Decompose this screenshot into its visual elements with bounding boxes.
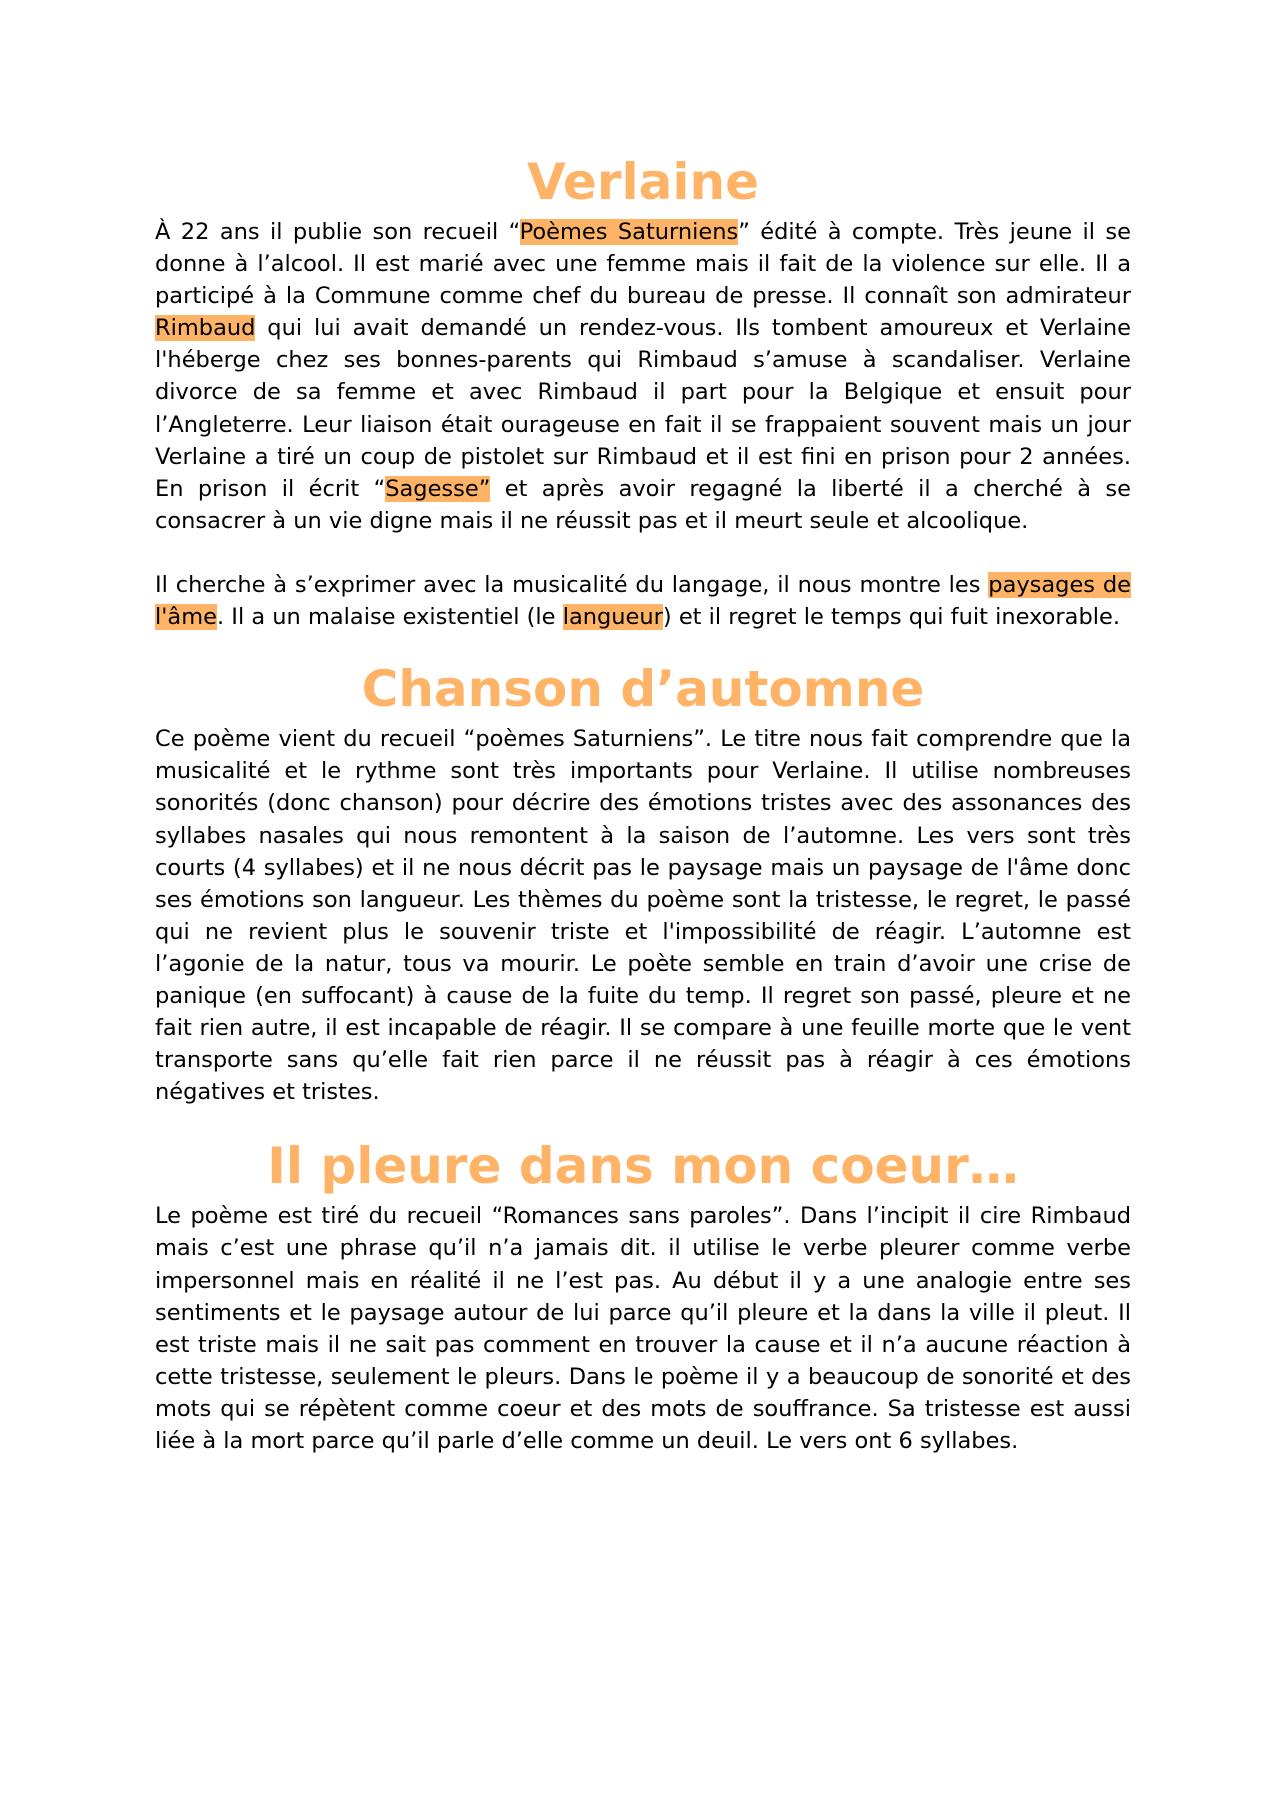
text-run: Il cherche à s’exprimer avec la musicalité du langage, il nous montre les [155, 572, 989, 599]
highlight-rimbaud: Rimbaud [155, 315, 256, 342]
heading-il-pleure-dans-mon-coeur: Il pleure dans mon coeur… [267, 1137, 1019, 1196]
heading-verlaine: Verlaine [526, 153, 760, 211]
text-run: qui lui avait demandé un rendez-vous. Ils tombent amoureux et Verlaine l'héberge chez ses bonnes-parents qui Rimbaud s’amuse à scandaliser. Verlaine divorce de sa femme et avec Rimbaud il part pour la Belgique et ensuit pour l’Angleterre. Leur liaison était ourageuse en fait il se frappaient souvent mais un jour Verlaine a tiré un coup de pistolet sur Rimbaud et il est fini en prison pour 2 années. En prison il écrit “ [155, 315, 1131, 502]
heading-chanson-d-automne: Chanson d’automne [361, 660, 925, 719]
highlight-poemes-saturniens: Poèmes Saturniens [519, 219, 739, 245]
highlight-paysages-de-l-ame: paysages de l'âme [155, 572, 1131, 631]
text-run: et après avoir regagné la liberté il a cherché à se consacrer à un vie digne mais il ne réussit pas et il meurt seule et alcoolique. [155, 475, 1131, 534]
document-page [155, 148, 1131, 1457]
text-run: À 22 ans il publie son recueil “ [155, 219, 520, 245]
paragraph-spacer [155, 537, 1131, 569]
verlaine-paragraph-2 [155, 569, 1131, 633]
text-run: ” édité à compte. Très jeune il se donne à l’alcool. Il est marié avec une femme mais il fait de la violence sur elle. Il a participé à la Commune comme chef du bureau de presse. Il connaît son admirateur [155, 219, 1131, 310]
text-run: . Il a un malaise existentiel (le [217, 604, 563, 631]
chanson-paragraph: Ce poème vient du recueil “poèmes Saturniens”. Le titre nous fait comprendre que la musicalité et le rythme sont très importants pour Verlaine. Il utilise nombreuses sonorités (donc chanson) pour décrire des émotions tristes avec des assonances des syllabes nasales qui nous remontent à la saison de l’automne. Les vers sont très courts (4 syllabes) et il ne nous décrit pas le paysage mais un paysage de l'âme donc ses émotions son langueur. Les thèmes du poème sont la tristesse, le regret, le passé qui ne revient plus le souvenir triste et l'impossibilité de réagir. L’automne est l’agonie de la natur, tous va mourir. Le poète semble en train d’avoir une crise de panique (en suffocant) à cause de la fuite du temp. Il regret son passé, pleure et ne fait rien autre, il est incapable de réagir. Il se compare à une feuille morte que le vent transporte sans qu’elle fait rien parce il ne réussit pas à réagir à ces émotions négatives et tristes. [155, 726, 1131, 1106]
highlight-sagesse: Sagesse” [385, 475, 491, 502]
text-run: ) et il regret le temps qui fuit inexorable. [662, 604, 1120, 631]
highlight-langueur: langueur [562, 604, 663, 631]
verlaine-paragraph-1 [155, 216, 1131, 537]
pleure-paragraph: Le poème est tiré du recueil “Romances sans paroles”. Dans l’incipit il cire Rimbaud mais c’est une phrase qu’il n’a jamais dit. il utilise le verbe pleurer comme verbe impersonnel mais en réalité il ne l’est pas. Au début il y a une analogie entre ses sentiments et le paysage autour de lui parce qu’il pleure et la dans la ville il pleut. Il est triste mais il ne sait pas comment en trouver la cause et il n’a aucune réaction à cette tristesse, seulement le pleurs. Dans le poème il y a beaucoup de sonorité et des mots qui se répètent comme coeur et des mots de souffrance. Sa tristesse est aussi liée à la mort parce qu’il parle d’elle comme un deuil. Le vers ont 6 syllabes. [155, 1203, 1131, 1454]
